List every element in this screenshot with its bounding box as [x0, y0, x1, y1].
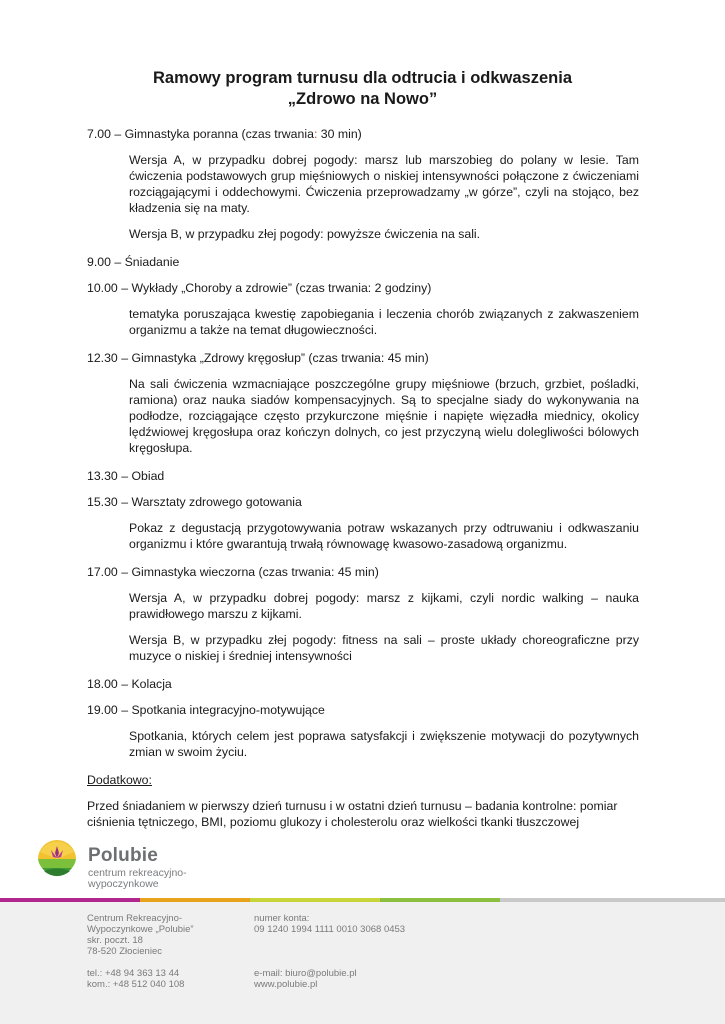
schedule-description: Na sali ćwiczenia wzmacniające poszczególne grupy mięśniowe (brzuch, grzbiet, pośladki, ramiona) oraz nauka siadów kompensacyjnych. Są to specjalne siady do wykonywania na podłodze, rozciągające często przykurczone mięśnie i napięte więzadła miednicy, okolicy lędźwiowej kręgosłupa oraz kończyn dolnych, co jest przyczyną wielu dolegliwości bólowych kręgosłupa.	[129, 377, 639, 455]
schedule-item-15-30: 15.30 – Warsztaty zdrowego gotowania	[87, 495, 302, 509]
schedule-item-19-00: 19.00 – Spotkania integracyjno-motywujące	[87, 703, 325, 717]
program-content	[87, 126, 639, 830]
schedule-description: Spotkania, których celem jest poprawa satysfakcji i zwiększenie motywacji do pozytywnych zmian w swoim życiu.	[129, 729, 639, 759]
schedule-description: Pokaz z degustacją przygotowywania potraw wskazanych przy odtruwaniu i odkwaszaniu organizmu i które gwarantują trwałą równowagę kwasowo-zasadową organizmu.	[129, 521, 639, 551]
document-title: Ramowy program turnusu dla odtrucia i odkwaszenia	[153, 69, 572, 87]
schedule-item-10-00: 10.00 – Wykłady „Choroby a zdrowie” (czas trwania: 2 godziny)	[87, 281, 432, 295]
schedule-description: Wersja B, w przypadku złej pogody: fitness na sali – proste układy choreograficzne przy muzyce o niskiej i średniej intensywności	[129, 633, 639, 663]
website-link[interactable]: www.polubie.pl	[254, 979, 318, 990]
footer-address: Centrum Rekreacyjno- Wypoczynkowe „Polubie” skr. poczt. 18 78-520 Złocieniec	[87, 913, 194, 957]
schedule-description: Wersja A, w przypadku dobrej pogody: marsz lub marszobieg do polany w lesie. Tam ćwiczenia podstawowych grup mięśniowych o niskiej intensywności połączone z ćwiczeniami rozciągającymi i oddechowymi. Ćwiczenia przeprowadzamy „w górze”, czyli na stojąco, bez kładzenia się na maty.	[129, 153, 639, 215]
schedule-description: tematyka poruszająca kwestię zapobiegania i leczenia chorób związanych z zakwaszeniem organizmu a także na temat długowieczności.	[129, 307, 639, 337]
additional-heading: Dodatkowo:	[87, 773, 152, 787]
footer-contact	[254, 968, 357, 990]
document-subtitle: „Zdrowo na Nowo”	[287, 90, 438, 108]
email-link[interactable]: e-mail: biuro@polubie.pl	[254, 968, 357, 979]
brand-name: Polubie	[88, 845, 159, 866]
schedule-item-12-30: 12.30 – Gimnastyka „Zdrowy kręgosłup” (czas trwania: 45 min)	[87, 351, 429, 365]
schedule-item-17-00: 17.00 – Gimnastyka wieczorna (czas trwania: 45 min)	[87, 565, 379, 579]
footer-bank-account: numer konta: 09 1240 1994 1111 0010 3068 0453	[254, 913, 406, 935]
schedule-description: Wersja A, w przypadku dobrej pogody: marsz z kijkami, czyli nordic walking – nauka prawidłowego marszu z kijkami.	[129, 591, 639, 621]
schedule-item-9-00: 9.00 – Śniadanie	[87, 255, 180, 269]
schedule-item-18-00: 18.00 – Kolacja	[87, 677, 172, 691]
brand-tagline: centrum rekreacyjno- wypoczynkowe	[88, 867, 187, 890]
schedule-item-7-00: 7.00 – Gimnastyka poranna (czas trwania: 30 min)	[87, 127, 362, 141]
polubie-logo-icon	[36, 838, 78, 880]
footer-phones: tel.: +48 94 363 13 44 kom.: +48 512 040 108	[87, 968, 185, 990]
additional-text: Przed śniadaniem w pierwszy dzień turnusu i w ostatni dzień turnusu – badania kontrolne: pomiar ciśnienia tętniczego, BMI, poziomu glukozy i cholesterolu oraz wielkości tkanki tłuszczowej	[87, 799, 618, 829]
schedule-item-13-30: 13.30 – Obiad	[87, 469, 165, 483]
schedule-description: Wersja B, w przypadku złej pogody: powyższe ćwiczenia na sali.	[129, 227, 481, 241]
